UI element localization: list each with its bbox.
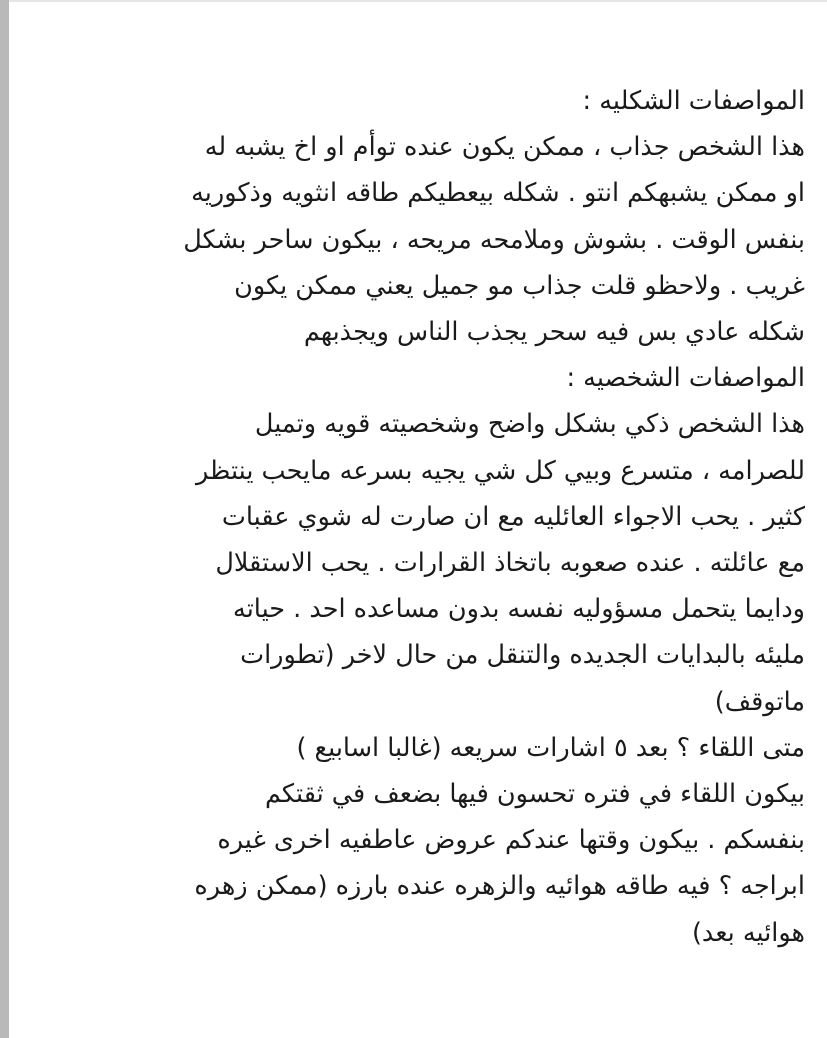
text-line: ماتوقف) [714, 686, 805, 717]
text-line: مع عائلته . عنده صعوبه باتخاذ القرارات . يحب الاستقلال [215, 548, 805, 579]
text-line: غريب . ولاحظو قلت جذاب مو جميل يعني ممكن يكون [234, 270, 805, 301]
section-heading-personality: المواصفات الشخصيه : [566, 363, 805, 394]
top-edge-rule [9, 0, 827, 2]
left-margin-rule [0, 0, 9, 1038]
section-heading-appearance: المواصفات الشكليه : [582, 86, 805, 116]
text-line: بيكون اللقاء في فتره تحسون فيها بضعف في ثقتكم [264, 779, 805, 810]
question-meeting-time: متى اللقاء ؟ بعد ٥ اشارات سريعه (غالبا اسابيع ) [296, 732, 805, 763]
text-line: للصرامه ، متسرع وبيي كل شي يجيه بسرعه مايحب ينتظر [195, 455, 805, 486]
text-line: هذا الشخص جذاب ، ممكن يكون عنده توأم او اخ يشبه له [204, 132, 805, 163]
text-line: كثير . يحب الاجواء العائليه مع ان صارت له شوي عقبات [221, 501, 805, 532]
text-line: مليئه بالبدايات الجديده والتنقل من حال لاخر (تطورات [240, 640, 805, 671]
text-line: او ممكن يشبهكم انتو . شكله بيعطيكم طاقه انثويه وذكوريه [191, 178, 805, 209]
text-line: شكله عادي بس فيه سحر يجذب الناس ويجذبهم [303, 317, 805, 348]
text-line: بنفس الوقت . بشوش وملامحه مريحه ، بيكون ساحر بشكل [183, 224, 805, 255]
text-line: بنفسكم . بيكون وقتها عندكم عروض عاطفيه اخرى غيره [217, 825, 805, 856]
note-text-body [40, 78, 805, 956]
text-line: هذا الشخص ذكي بشكل واضح وشخصيته قويه وتميل [254, 409, 805, 440]
text-line: هوائيه بعد) [691, 917, 805, 948]
question-signs: ابراجه ؟ فيه طاقه هوائيه والزهره عنده بارزه (ممكن زهره [194, 871, 805, 902]
text-line: ودايما يتحمل مسؤوليه نفسه بدون مساعده احد . حياته [233, 594, 805, 625]
